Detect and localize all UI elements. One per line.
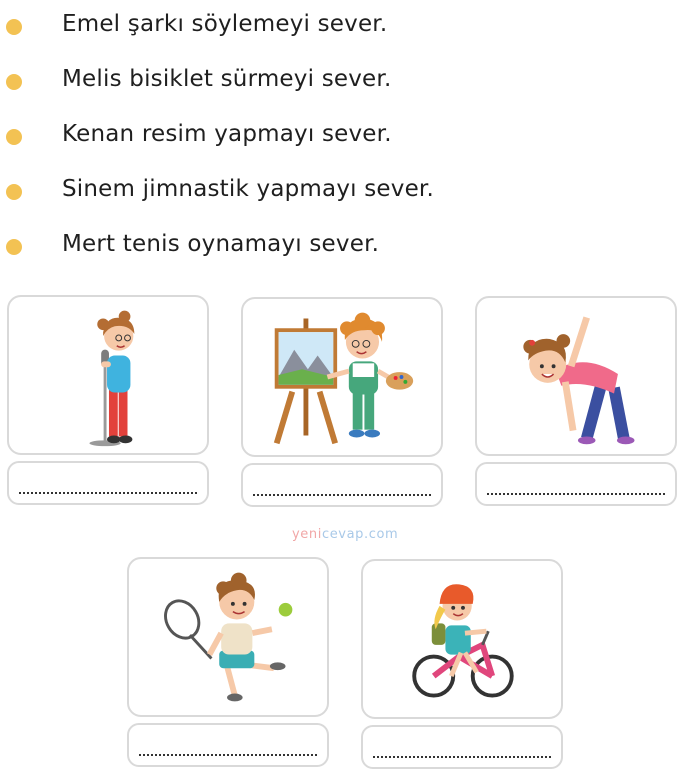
sentence-item: [0, 170, 683, 210]
bullet-icon: [6, 19, 22, 35]
sentence-text: Melis bisiklet sürmeyi sever.: [62, 66, 392, 92]
answer-dotted-line: [139, 754, 317, 756]
gymnastics-girl-icon: [477, 298, 675, 454]
sentence-text: Mert tenis oynamayı sever.: [62, 231, 380, 257]
sentence-item: [0, 115, 683, 155]
cycling-girl-icon: [363, 561, 561, 717]
picture-card: [127, 557, 329, 717]
answer-dotted-line: [19, 492, 197, 494]
singing-girl-icon: [9, 297, 207, 453]
answer-box[interactable]: [475, 462, 677, 506]
answer-box[interactable]: [127, 723, 329, 767]
bullet-icon: [6, 239, 22, 255]
sentence-item: [0, 5, 683, 45]
sentence-item: [0, 225, 683, 265]
answer-box[interactable]: [361, 725, 563, 769]
sentence-text: Kenan resim yapmayı sever.: [62, 121, 392, 147]
sentence-item: [0, 60, 683, 100]
bullet-icon: [6, 184, 22, 200]
bullet-icon: [6, 74, 22, 90]
answer-dotted-line: [373, 756, 551, 758]
sentence-text: Emel şarkı söylemeyi sever.: [62, 11, 388, 37]
tennis-boy-icon: [129, 559, 327, 715]
answer-box[interactable]: [241, 463, 443, 507]
answer-dotted-line: [253, 494, 431, 496]
watermark-part-2: cevap.com: [321, 527, 399, 542]
picture-card: [361, 559, 563, 719]
picture-card: [475, 296, 677, 456]
answer-box[interactable]: [7, 461, 209, 505]
watermark: [292, 527, 398, 542]
picture-card: [241, 297, 443, 457]
watermark-part-1: yeni: [292, 527, 322, 542]
picture-card: [7, 295, 209, 455]
answer-dotted-line: [487, 493, 665, 495]
sentence-text: Sinem jimnastik yapmayı sever.: [62, 176, 434, 202]
bullet-icon: [6, 129, 22, 145]
painting-boy-icon: [243, 299, 441, 455]
